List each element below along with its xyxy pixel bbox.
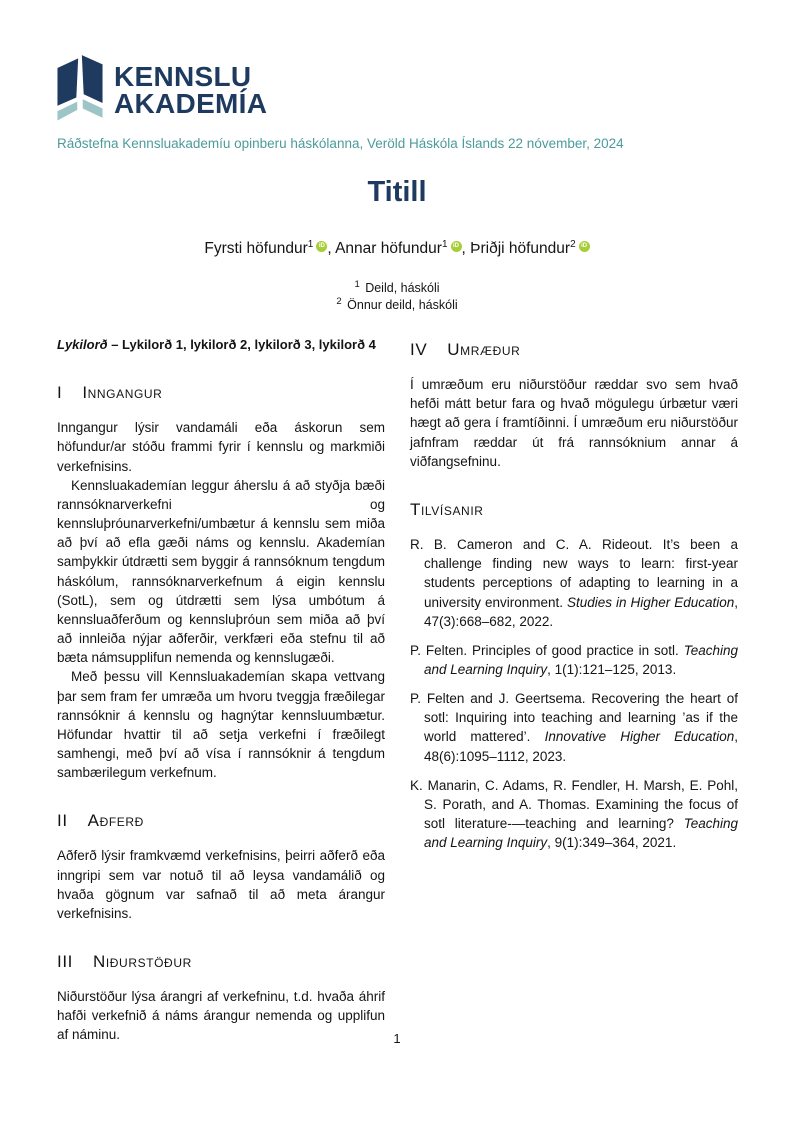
keywords-label: Lykilorð bbox=[57, 337, 108, 352]
right-column bbox=[410, 336, 738, 1045]
affiliation-ref: 1 bbox=[354, 278, 360, 290]
author bbox=[335, 240, 461, 257]
brand-header bbox=[57, 55, 267, 122]
left-column bbox=[57, 336, 385, 1045]
section-heading bbox=[410, 338, 738, 362]
paragraph: Aðferð lýsir framkvæmd verkefnisins, þeirri aðferð eða inngripi sem var notuð til að leysa vandamálið og hvaða gögnum var safnað til að meta árangur verkefnisins. bbox=[57, 848, 385, 921]
reference-text: P. Felten and J. Geertsema. Recovering the heart of sotl: Inquiring into teaching and learning ’as if the world mattered’. bbox=[410, 691, 738, 745]
brand-wordmark-line1: KENNSLU bbox=[114, 61, 252, 92]
author-affiliation-ref: 1 bbox=[441, 238, 448, 250]
references-heading: Tilvísanir bbox=[410, 499, 484, 519]
paragraph: Með þessu vill Kennsluakademían skapa vettvang þar sem fram fer umræða um hvoru tveggja fræðilegar rannsóknir á kennslu og hagnýtar kennsluumbætur. Höfundar hvattir til að setja verkefni í fræðilegt samhengi, með því að vísa í rannsóknir á tengdum sambærilegum verkefnum. bbox=[57, 669, 385, 781]
orcid-icon: iD bbox=[451, 241, 462, 252]
author-name: Fyrsti höfundur bbox=[204, 240, 308, 257]
right-sections bbox=[410, 338, 738, 471]
body-columns bbox=[57, 336, 738, 1045]
orcid-icon: iD bbox=[316, 241, 327, 252]
author-name: Annar höfundur bbox=[335, 240, 442, 257]
paragraph: Í umræðum eru niðurstöður ræddar svo sem hvað hefði mátt betur fara og hvað mögulegu úrbætur væri hægt að gera í framtíðinni. Í umræðum eru niðurstöður jafnfram ræddar út frá rannsóknium annar á viðfangsefninu. bbox=[410, 377, 738, 469]
reference-item bbox=[410, 535, 738, 631]
kennslu-akademia-logo-icon bbox=[57, 55, 103, 122]
page-number: 1 bbox=[393, 1031, 401, 1046]
references-list bbox=[410, 535, 738, 852]
reference-text: , 9(1):349–364, 2021. bbox=[547, 835, 677, 851]
reference-journal: Teaching and Learning Inquiry bbox=[424, 642, 738, 677]
section-number: I bbox=[57, 383, 63, 403]
author-affiliation-ref: 1 bbox=[307, 238, 314, 250]
brand-wordmark bbox=[114, 63, 267, 117]
keywords-separator: – bbox=[107, 337, 123, 352]
author-name: Þriðji höfundur bbox=[470, 240, 571, 257]
left-sections bbox=[57, 381, 385, 1044]
section-number: III bbox=[57, 952, 73, 972]
orcid-icon: iD bbox=[579, 241, 590, 252]
reference-text: , 47(3):668–682, 2022. bbox=[424, 594, 739, 629]
paper-title: Titill bbox=[367, 176, 427, 208]
affiliation-ref: 2 bbox=[336, 295, 342, 307]
conference-subtitle: Ráðstefna Kennsluakademíu opinberu háskólanna, Veröld Háskóla Íslands 22 nóvember, 2024 bbox=[57, 136, 624, 151]
author bbox=[470, 240, 590, 257]
reference-journal: Studies in Higher Education bbox=[567, 594, 735, 610]
paragraph: Inngangur lýsir vandamáli eða áskorun sem höfundur/ar stóðu frammi fyrir í kennslu og markmiði verkefnisins. bbox=[57, 420, 385, 474]
keywords-line bbox=[57, 336, 385, 354]
section-title: Inngangur bbox=[82, 383, 163, 403]
reference-journal: Teaching and Learning Inquiry bbox=[424, 816, 738, 851]
reference-item bbox=[410, 641, 738, 679]
affiliation-list bbox=[0, 280, 794, 314]
section-title: Umræður bbox=[447, 340, 521, 359]
paragraph: Kennsluakademían leggur áherslu á að styðja bæði rannsóknarverkefni og kennsluþróunarverkefni/umbætur á kennslu sem miða að því að efla gæði náms og kennslu. Akademían samþykkir útdrætti sem byggir á rannsóknum tengdum háskólum, rannsóknarverkefnum á eigin kennslu (SotL), sem og útdrætti sem lýsa umbótum á kennsluaðferðum og kennsluþróun sem miða að því að innleiða nýjar aðferðir, verkfæri eða stefnu til að bæta námsupplifun nemenda og kennslugæði. bbox=[57, 477, 385, 666]
section-title: Aðferð bbox=[87, 811, 144, 831]
section-heading bbox=[57, 950, 385, 974]
section-number: IV bbox=[410, 340, 428, 359]
section-heading bbox=[57, 381, 385, 405]
reference-text: , 1(1):121–125, 2013. bbox=[547, 661, 677, 677]
reference-item bbox=[410, 776, 738, 853]
paragraph: Niðurstöður lýsa árangri af verkefninu, t.d. hvaða áhrif hafði verkefnið á náms árangur nemenda og upplifun af náminu. bbox=[57, 989, 385, 1043]
author-list: Fyrsti höfundur$^1$ iD , Annar höfundur$^1$ iD , Þriðji höfundur$^2$ iD bbox=[0, 240, 794, 258]
section-number: II bbox=[57, 811, 68, 831]
brand-wordmark-line2: AKADEMÍA bbox=[114, 88, 268, 119]
affiliation-line: $^1$ Deild, háskóli bbox=[354, 278, 440, 295]
reference-item bbox=[410, 689, 738, 766]
author-affiliation-ref: 2 bbox=[570, 238, 576, 250]
keywords-text: Lykilorð 1, lykilorð 2, lykilorð 3, lykilorð 4 bbox=[122, 337, 376, 352]
author bbox=[204, 240, 327, 257]
reference-journal: Innovative Higher Education bbox=[544, 729, 735, 745]
section-title: Niðurstöður bbox=[92, 952, 192, 972]
affiliation-line: $^2$ Önnur deild, háskóli bbox=[336, 295, 458, 312]
reference-text: K. Manarin, C. Adams, R. Fendler, H. Marsh, E. Pohl, S. Porath, and A. Thomas. Examining the focus of sotl literature-—teaching and learning? bbox=[410, 777, 738, 832]
reference-text: R. B. Cameron and C. A. Rideout. It’s been a challenge finding new ways to learn: first-year students perceptions of adapting to learning in a university environment. bbox=[410, 537, 738, 610]
reference-text: P. Felten. Principles of good practice in sotl. bbox=[410, 642, 684, 658]
reference-text: , 48(6):1095–1112, 2023. bbox=[424, 729, 738, 764]
section-heading bbox=[57, 809, 385, 833]
